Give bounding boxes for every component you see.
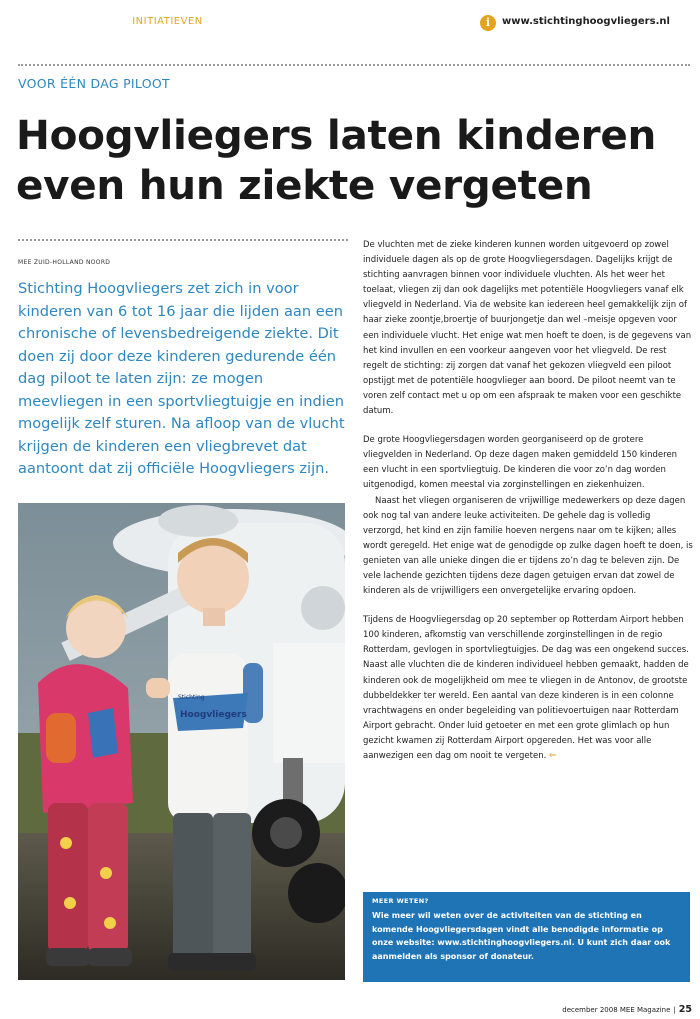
website-url[interactable]: www.stichtinghoogvliegers.nl [502,16,670,27]
article-kicker: VOOR ÉÉN DAG PILOOT [18,76,170,91]
page-footer [562,1004,692,1015]
article-body [363,238,693,764]
byline: MEE ZUID-HOLLAND NOORD [18,259,111,266]
end-of-article-arrow-icon: ⇐ [549,751,557,761]
body-paragraph-3: Naast het vliegen organiseren de vrijwillige medewerkers op deze dagen ook nog tal van andere leuke activiteiten. De gehele dag is volledig verzorgd, het kind en zijn familie hoeven nergens naar om te kijken; alles wordt geregeld. Het enige wat de genodigde op zulke dagen hoeft te doen, is genieten van alle unieke dingen die er tijdens zo’n dag te beleven zijn. De vele lachende gezichten tijdens deze dagen getuigen ervan dat zowel de kinderen als de vrijwilligers een onvergetelijke ervaring opdoen. [363,495,693,597]
issue-label: december 2008 MEE Magazine [562,1006,671,1014]
article-headline: Hoogvliegers laten kinderen even hun ziekte vergeten [16,111,657,209]
shirt-print-top: Stichting [178,694,205,701]
intro-paragraph: Stichting Hoogvliegers zet zich in voor kinderen van 6 tot 16 jaar die lijden aan een chronische of levensbedreigende ziekte. Dit doen zij door deze kinderen gedurende één dag piloot te laten zijn: ze mogen meevliegen in een sportvliegtuigje en indien mogelijk zelf sturen. Na afloop van de vlucht krijgen de kinderen een vliegbrevet dat aantoont dat zij officiële Hoogvliegers zijn. [18,280,345,477]
info-box-text: Wie meer wil weten over de activiteiten van de stichting en komende Hoogvliegersdagen vindt alle benodigde informatie op onze website: www.stichtinghoogvliegers.nl. U kunt zich daar ook aanmelden als sponsor of donateur. [372,911,671,961]
body-paragraph-1: De vluchten met de zieke kinderen kunnen worden uitgevoerd op zowel individuele dagen als op de grote Hoogvliegersdagen. Dagelijks krijgt de stichting aanvragen binnen voor individuele vluchten. Als het weer het toelaat, vliegen zij dan ook dagelijks met potentiële Hoogvliegers vanaf elk vliegveld in Nederland. Via de website kan iedereen heel gemakkelijk zijn of haar zieke zoontje,broertje of buurjongetje dan wel –meisje opgeven voor een individuele vlucht. Het enige wat men hoeft te doen, is de gegevens van het kind invullen en een voorkeur aangeven voor het vliegveld. De rest regelt de stichting: zij zorgen dat vanaf het gekozen vliegveld een piloot opstijgt met de potentiële hoogvlieger aan boord. De piloot neemt van te voren zelf contact met u op om een afspraak te maken voor een geschikte datum. [363,240,692,417]
footer-separator: | [673,1006,676,1014]
article-photo [18,503,345,980]
body-paragraph-4 [363,613,693,764]
top-dotted-divider [18,64,690,66]
body-paragraph-2: De grote Hoogvliegersdagen worden georganiseerd op de grotere vliegvelden in Nederland. Op deze dagen maken gemiddeld 150 kinderen een vlucht in een sportvliegtuig. De kinderen die voor zo’n dag worden uitgenodigd, komen meestal via zorginstellingen en ziekenhuizen. [363,435,678,491]
children-with-airplane-photo [18,503,345,980]
page-number: 25 [678,1004,692,1015]
info-box-title: MEER WETEN? [372,897,429,905]
section-label: INITIATIEVEN [132,16,203,27]
info-icon: i [480,15,496,31]
info-box [363,892,690,982]
shirt-print-main: Hoogvliegers [180,710,247,720]
body-paragraph-4-text: Tijdens de Hoogvliegersdag op 20 september op Rotterdam Airport hebben 100 kinderen, afkomstig van verschillende zorginstellingen in de regio Rotterdam, gevlogen in sportvliegtuigjes. De dag was een ongekend succes. Naast alle vluchten die de kinderen individueel hebben gemaakt, hadden de kinderen ook de mogelijkheid om mee te vliegen in de Antonov, de grootste dubbeldekker ter wereld. Een aantal van deze kinderen is in een colonne vrachtwagens en onder begeleiding van politievoertuigen naar Rotterdam Airport gebracht. Onder luid getoeter en met een grote glimlach op hun gezicht kwamen zij Rotterdam Airport opgereden. Het was voor alle aanwezigen een dag om nooit te vergeten. [363,615,689,761]
byline-divider [18,239,348,241]
